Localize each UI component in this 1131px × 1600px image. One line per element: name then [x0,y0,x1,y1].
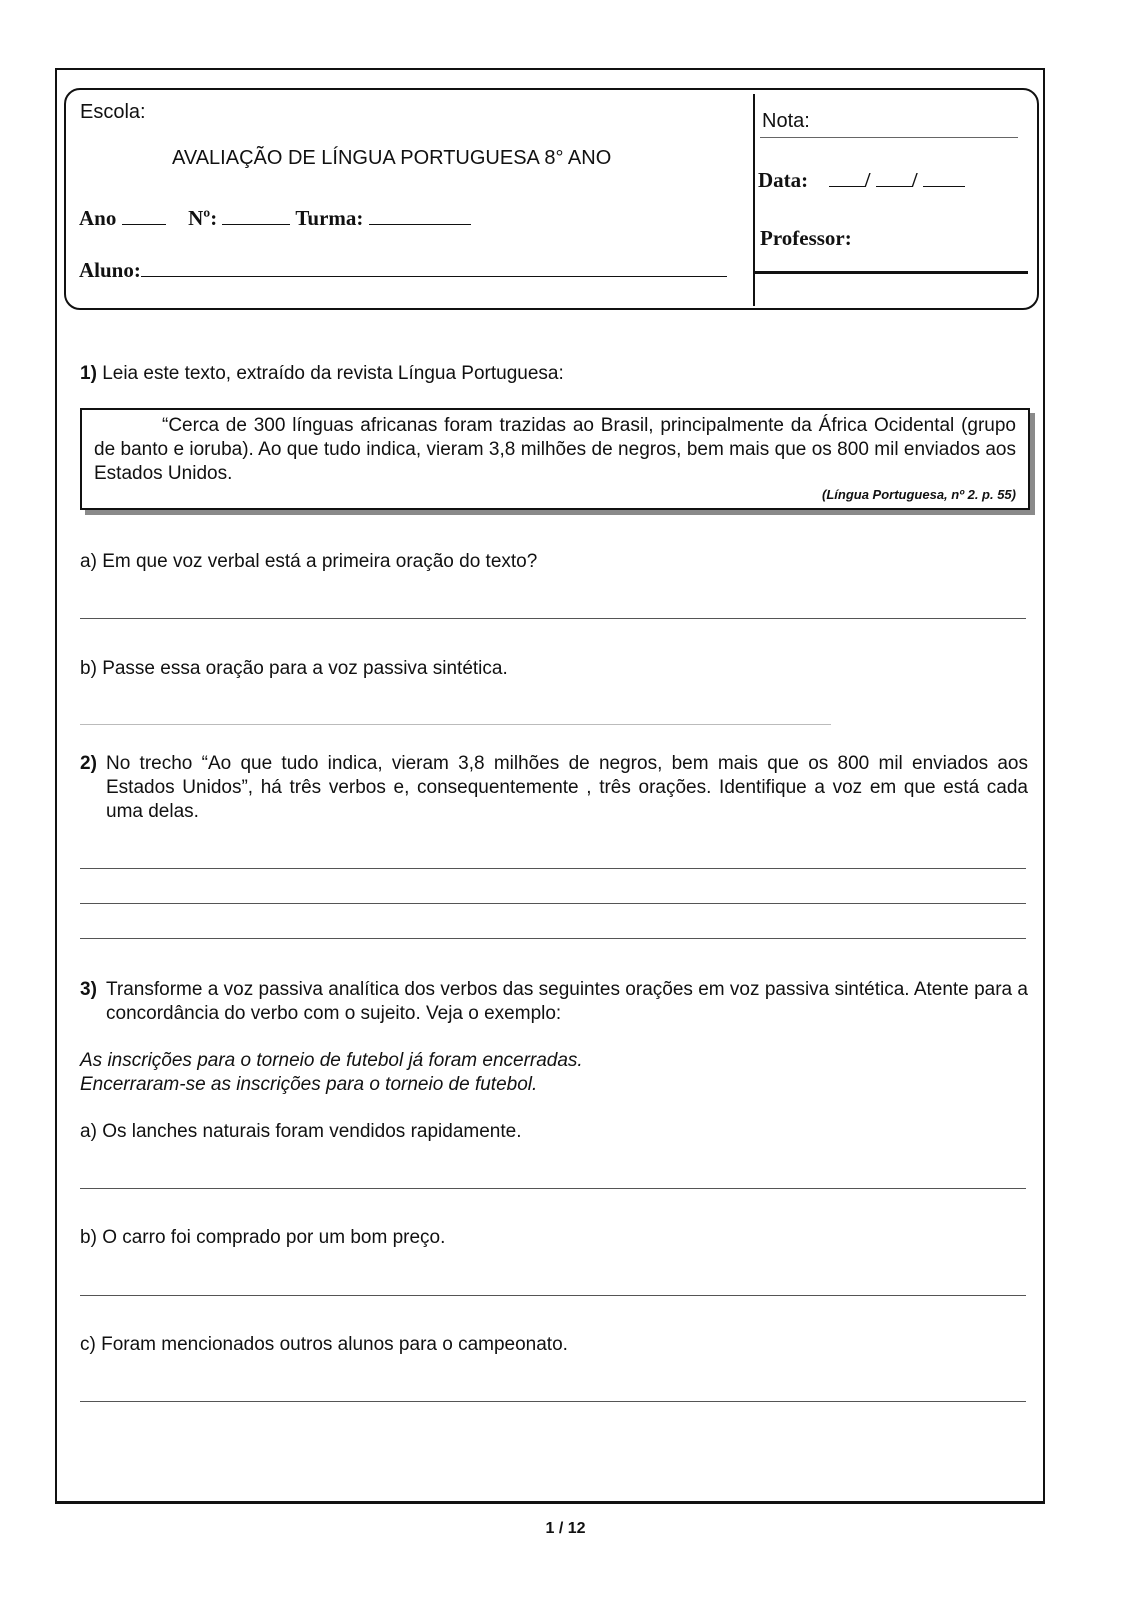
item-text: Passe essa oração para a voz passiva sintética. [102,658,508,679]
question-3a [80,1120,521,1144]
data-day-line[interactable] [829,185,865,187]
item-text: Foram mencionados outros alunos para o campeonato. [101,1334,568,1355]
date-separator: / [864,168,871,192]
data-year-line[interactable] [923,185,965,187]
answer-line[interactable] [80,1295,1026,1296]
item-label: b) [80,1227,97,1248]
question-3b [80,1226,445,1250]
question-number: 1) [80,363,97,384]
professor-label: Professor: [760,226,852,250]
item-label: c) [80,1334,96,1355]
example-line-1: As inscrições para o torneio de futebol já foram encerradas. [80,1050,583,1071]
numero-label: Nº: [188,206,218,230]
professor-input-line[interactable] [755,271,1028,274]
page-indicator: 1 / 12 [545,1520,586,1537]
question-1b [80,657,508,681]
example-line-2: Encerraram-se as inscrições para o torneio de futebol. [80,1074,538,1095]
question-number: 2) [80,753,97,774]
question-1a [80,550,537,574]
turma-label: Turma: [295,206,364,230]
nota-label: Nota: [762,110,810,132]
school-label: Escola: [80,101,146,123]
question-text: Leia este texto, extraído da revista Língua Portuguesa: [102,363,564,384]
data-field [758,168,965,193]
numero-input-line[interactable] [222,223,290,225]
item-text: O carro foi comprado por um bom preço. [102,1227,446,1248]
ano-label: Ano [79,206,117,230]
question-3-prompt [80,978,1028,1026]
answer-line[interactable] [80,724,831,725]
item-text: Em que voz verbal está a primeira oração do texto? [102,551,538,572]
item-label: a) [80,1121,97,1142]
item-label: a) [80,551,97,572]
answer-line[interactable] [80,868,1026,869]
answer-line[interactable] [80,618,1026,619]
quote-source: (Língua Portuguesa, nº 2. p. 55) [822,487,1016,502]
answer-line[interactable] [80,1401,1026,1402]
date-separator: / [911,168,918,192]
question-3c [80,1333,568,1357]
ano-input-line[interactable] [122,223,166,225]
nota-input-line[interactable] [760,137,1018,138]
data-label: Data: [758,168,809,192]
question-text: Transforme a voz passiva analítica dos verbos das seguintes orações em voz passiva sintética. Atente para a concordância do verbo com o sujeito. Veja o exemplo: [106,979,1028,1024]
aluno-field [79,258,727,283]
ano-field [79,206,471,231]
aluno-input-line[interactable] [141,275,727,277]
exam-title: AVALIAÇÃO DE LÍNGUA PORTUGUESA 8° ANO [172,147,612,169]
item-text: Os lanches naturais foram vendidos rapidamente. [102,1121,522,1142]
question-1-prompt [80,362,564,386]
turma-input-line[interactable] [369,223,471,225]
answer-line[interactable] [80,1188,1026,1189]
quote-text: “Cerca de 300 línguas africanas foram trazidas ao Brasil, principalmente da África Ocidental (grupo de banto e ioruba). Ao que tudo indica, vieram 3,8 milhões de negros, bem mais que os 800 mil enviados aos Estados Unidos. [94,415,1016,484]
aluno-label: Aluno: [79,258,141,282]
answer-line[interactable] [80,938,1026,939]
question-2-prompt [80,752,1028,824]
question-number: 3) [80,979,97,1000]
header-divider [753,94,755,306]
data-month-line[interactable] [876,185,912,187]
question-text: No trecho “Ao que tudo indica, vieram 3,8 milhões de negros, bem mais que os 800 mil enviados aos Estados Unidos”, há três verbos e, consequentemente , três orações. Identifique a voz em que está cada uma delas. [106,753,1028,822]
item-label: b) [80,658,97,679]
answer-line[interactable] [80,903,1026,904]
quote-box [80,408,1030,510]
